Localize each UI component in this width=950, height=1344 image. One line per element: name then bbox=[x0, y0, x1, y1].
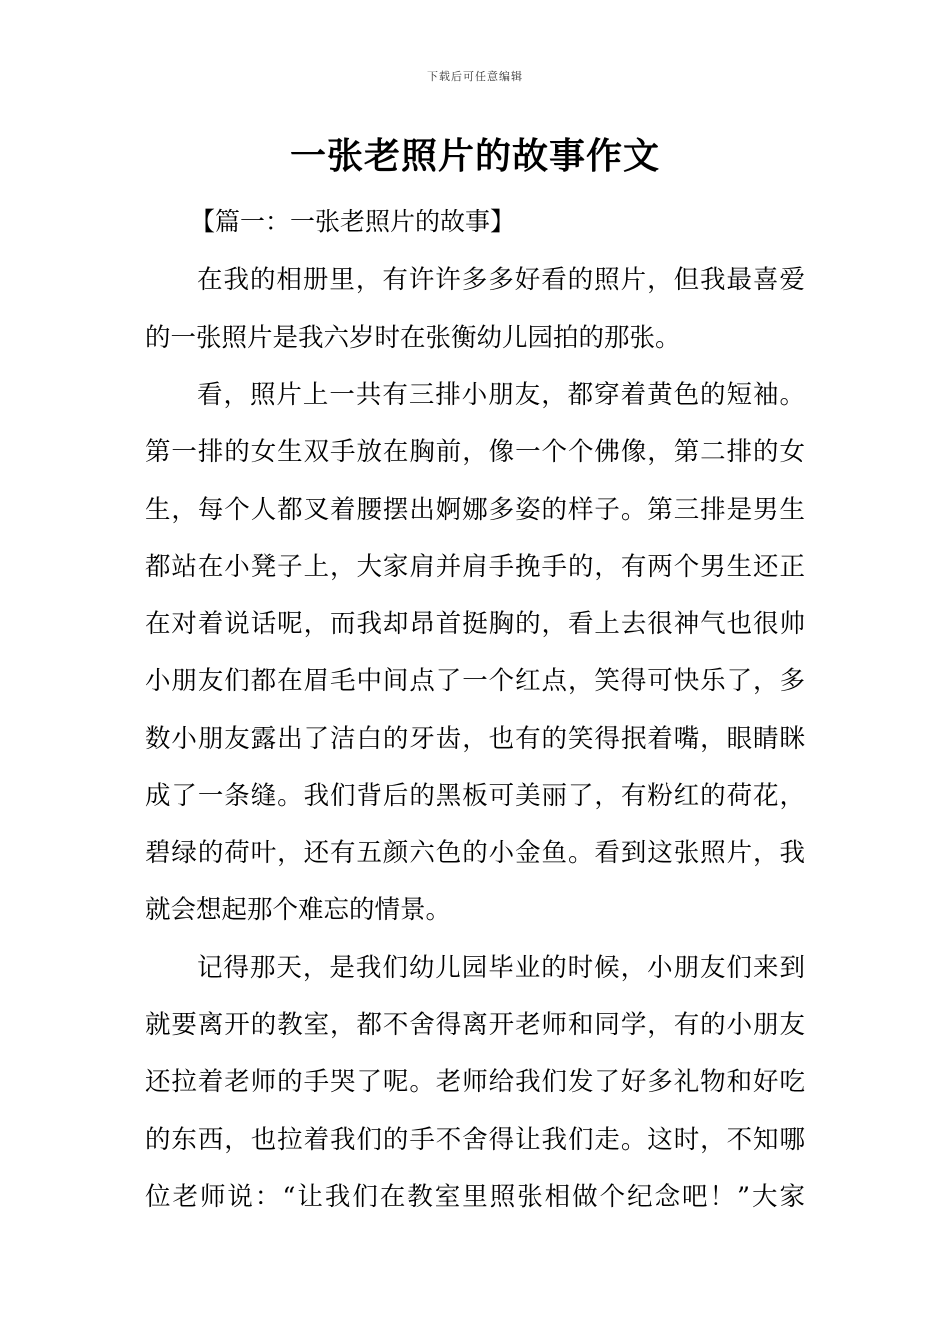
section-heading: 【篇一：一张老照片的故事】 bbox=[190, 207, 516, 236]
body-line: 看，照片上一共有三排小朋友，都穿着黄色的短袖。 bbox=[197, 380, 805, 410]
body-line: 生，每个人都叉着腰摆出婀娜多姿的样子。第三排是男生 bbox=[145, 495, 805, 525]
body-line: 都站在小凳子上，大家肩并肩手挽手的，有两个男生还正 bbox=[145, 552, 805, 582]
document-title: 一张老照片的故事作文 bbox=[289, 136, 660, 177]
body-line: 的一张照片是我六岁时在张衡幼儿园拍的那张。 bbox=[145, 323, 681, 353]
body-line: 就要离开的教室，都不舍得离开老师和同学，有的小朋友 bbox=[145, 1010, 805, 1040]
body-line: 在对着说话呢，而我却昂首挺胸的，看上去很神气也很帅 bbox=[145, 609, 805, 639]
body-line: 的东西，也拉着我们的手不舍得让我们走。这时，不知哪 bbox=[145, 1125, 805, 1155]
body-line: 在我的相册里，有许许多多好看的照片，但我最喜爱 bbox=[197, 265, 805, 295]
body-line: 第一排的女生双手放在胸前，像一个个佛像，第二排的女 bbox=[145, 437, 805, 467]
header-note: 下载后可任意编辑 bbox=[427, 70, 523, 83]
body-line: 记得那天，是我们幼儿园毕业的时候，小朋友们来到 bbox=[197, 953, 805, 983]
body-line: 就会想起那个难忘的情景。 bbox=[145, 895, 452, 925]
body-line: 碧绿的荷叶，还有五颜六色的小金鱼。看到这张照片，我 bbox=[145, 838, 805, 868]
body-line: 还拉着老师的手哭了呢。老师给我们发了好多礼物和好吃 bbox=[145, 1067, 805, 1097]
body-line: 数小朋友露出了洁白的牙齿，也有的笑得抿着嘴，眼睛眯 bbox=[145, 724, 805, 754]
body-line: 位老师说：“让我们在教室里照张相做个纪念吧！”大家 bbox=[145, 1182, 805, 1212]
body-line: 小朋友们都在眉毛中间点了一个红点，笑得可快乐了，多 bbox=[145, 666, 805, 696]
body-line: 成了一条缝。我们背后的黑板可美丽了，有粉红的荷花， bbox=[145, 781, 805, 811]
